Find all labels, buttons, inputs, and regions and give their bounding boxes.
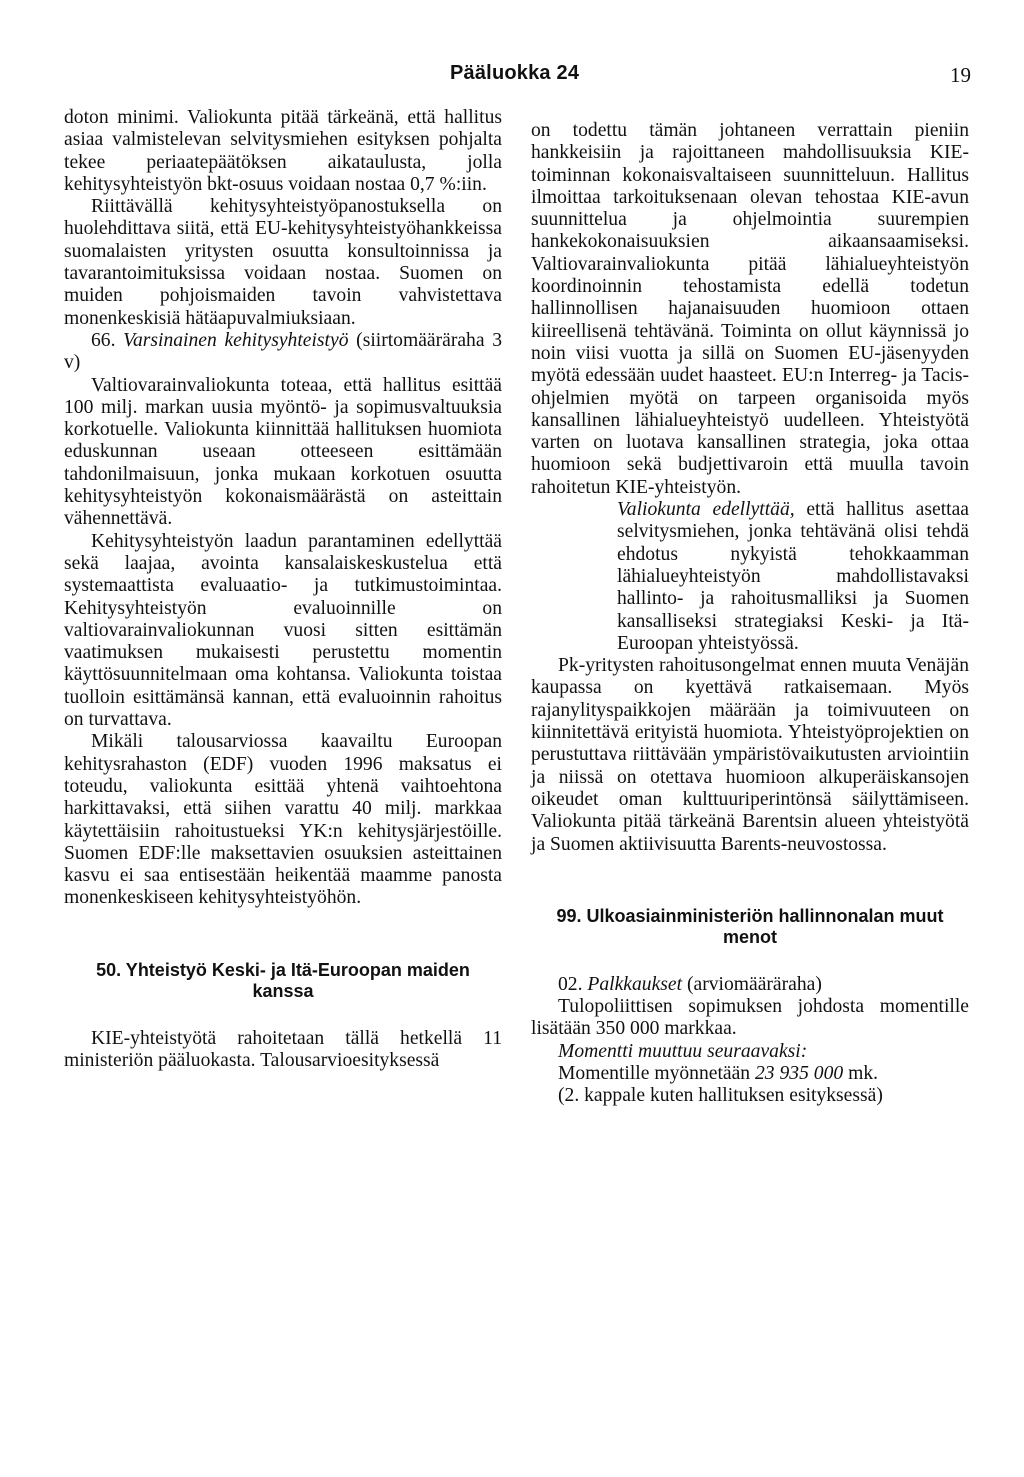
- paragraph: Riittävällä kehitysyhteistyöpanostuksella on huolehdittava siitä, että EU-kehitysyhteistyöhankkeissa suomalaisten yritysten osuutta konsultoinnissa ja tavarantoimituksissa voidaan nostaa. Suomen on muiden pohjoismaiden tavoin vahvistettava monenkeskisiä hätäapuvalmiuksiaan.: [64, 196, 502, 329]
- running-head: Pääluokka 24: [450, 62, 580, 84]
- paragraph: doton minimi. Valiokunta pitää tärkeänä, että hallitus asiaa valmistelevan selvitysmiehen esityksen pohjalta tekee periaatepäätöksen aikataulusta, jolla kehitysyhteistyön bkt-osuus voidaan nostaa 0,7 %:iin.: [64, 107, 502, 195]
- item-appropriation: (arviomääräraha): [686, 973, 822, 995]
- committee-requirement: [531, 499, 969, 655]
- right-column: [531, 120, 969, 1108]
- section-heading-99: 99. Ulkoasiainministeriön hallinnonalan muut menot: [556, 905, 944, 947]
- item-02-line: [531, 974, 969, 996]
- change-text-before: Momentille myönnetään: [558, 1062, 751, 1084]
- item-number: 66.: [91, 329, 116, 351]
- change-label-text: Momentti muuttuu seuraavaksi:: [558, 1040, 808, 1062]
- item-66-line: [64, 330, 502, 375]
- item-title: Palkkaukset: [587, 973, 683, 995]
- paragraph: on todettu tämän johtaneen verrattain pieniin hankkeisiin ja rajoittaneen mahdollisuuksia KIE-toiminnan kokonaisvaltaiseen suunnitteluun. Hallitus ilmoittaa tarkoituksenaan olevan tehostaa KIE-avun suunnittelua ja ohjelmointia suurempien hankekokonaisuuksien aikaansaamiseksi. Valtiovarainvaliokunta pitää lähialueyhteistyön koordinoinnin tehostamista edellä todetun hallinnollisen hajanaisuuden huomioon ottaen kiireellisenä tehtävänä. Toiminta on ollut käynnissä jo noin viisi vuotta ja sillä on Suomen EU-jäsenyyden myötä edessään uudet haasteet. EU:n Interreg- ja Tacis-ohjelmien myötä on tarpeen organisoida myös kansallinen lähialueyhteistyö uudelleen. Yhteistyötä varten on luotava kansallinen strategia, joka ottaa huomioon sekä budjettivaroin että muulla tavoin rahoitetun KIE-yhteistyön.: [531, 120, 969, 498]
- left-column: [64, 107, 502, 1072]
- change-note: (2. kappale kuten hallituksen esityksessä): [558, 1085, 883, 1107]
- change-line: [531, 1063, 969, 1085]
- item-title: Varsinainen kehitysyhteistyö: [123, 329, 349, 351]
- requirement-text: että hallitus asettaa selvitysmiehen, jonka tehtävänä olisi tehdä ehdotus nykyistä tehokkaamman lähialueyhteistyön mahdollistavaksi hallinto- ja rahoitusmalliksi ja Suomen kansalliseksi strategiaksi Keski- ja Itä-Euroopan yhteistyössä.: [617, 499, 969, 654]
- paragraph: Pk-yritysten rahoitusongelmat ennen muuta Venäjän kaupassa on kyettävä ratkaisemaan. Myös rajanylityspaikkojen määrään ja toimivuuteen on kiinnitettävä erityistä huomiota. Yhteistyöprojektien on perustuttava riittävään ympäristövaikutusten arviointiin ja niissä on otettava huomioon alkuperäiskansojen oikeudet oman kulttuuriperintönsä säilyttämiseen. Valiokunta pitää tärkeänä Barentsin alueen yhteistyötä ja Suomen aktiivisuutta Barents-neuvostossa.: [531, 655, 969, 855]
- section-heading-50: 50. Yhteistyö Keski- ja Itä-Euroopan maiden kanssa: [96, 959, 470, 1001]
- paragraph: Mikäli talousarviossa kaavailtu Euroopan kehitysrahaston (EDF) vuoden 1996 maksatus ei toteudu, valiokunta esittää yhtenä vaihtoehtona harkittavaksi, että siihen varattu 40 milj. markkaa käytettäisiin rahoitustueksi YK:n kehitysjärjestöille. Suomen EDF:lle maksettavien osuuksien asteittainen kasvu ei saa entisestään heikentää maamme panosta monenkeskiseen kehitysyhteistyöhön.: [64, 731, 502, 909]
- item-number: 02.: [558, 973, 583, 995]
- item-appropriation: (siirtomääräraha 3 v): [64, 329, 503, 374]
- paragraph: Kehitysyhteistyön laadun parantaminen edellyttää sekä laajaa, avointa kansalaiskeskustelua että systemaattista evaluaatio- ja tutkimustoimintaa. Kehitysyhteistyön evaluoinnille on valtiovarainvaliokunnan vuosi sitten esittämän vaatimuksen mukaisesti perustettu momentin käyttösuunnitelmaan oma kohtansa. Valiokunta toistaa tuolloin esittämänsä kannan, että evaluoinnin rahoitus on turvattava.: [64, 530, 502, 731]
- change-amount: 23 935 000: [755, 1062, 844, 1084]
- paragraph: Valtiovarainvaliokunta toteaa, että hallitus esittää 100 milj. markan uusia myöntö- ja sopimusvaltuuksia korkotuelle. Valiokunta kiinnittää hallituksen huomiota eduskunnan useaan otteeseen esittämään tahdonilmaisuun, jonka mukaan korkotuen osuutta kehitysyhteistyön kokonaismäärästä on asteittain vähennettävä.: [64, 374, 502, 530]
- paragraph: Tulopoliittisen sopimuksen johdosta momentille lisätään 350 000 markkaa.: [531, 996, 969, 1040]
- page-number: 19: [950, 63, 971, 87]
- change-text-after: mk.: [848, 1062, 879, 1084]
- paragraph: KIE-yhteistyötä rahoitetaan tällä hetkellä 11 ministeriön pääluokasta. Talousarvioesityksessä: [64, 1027, 502, 1071]
- requirement-lead: Valiokunta edellyttää,: [617, 499, 795, 521]
- change-label: [531, 1041, 969, 1063]
